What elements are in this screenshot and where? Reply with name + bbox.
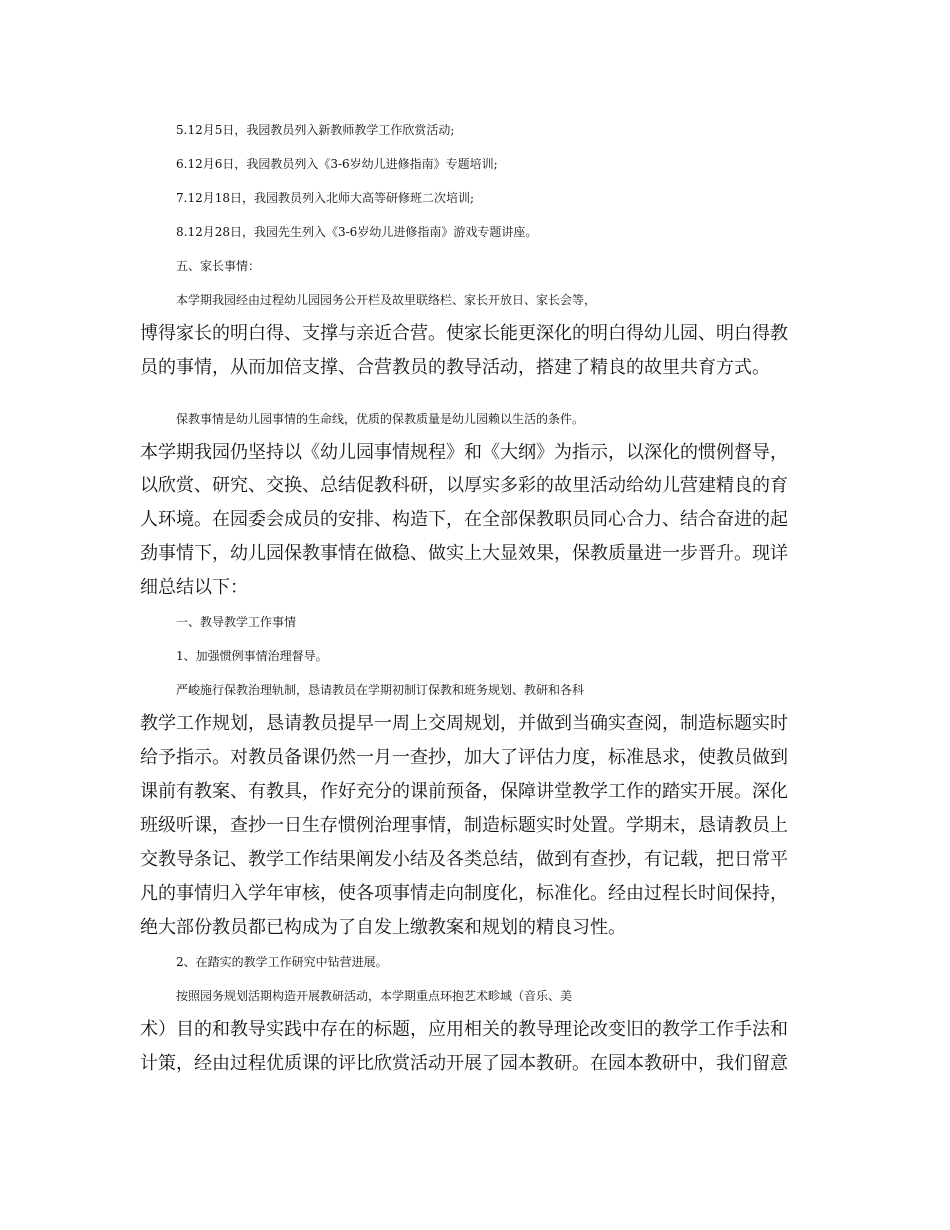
- paragraph-line: 班级听课，查抄一日生存惯例治理事情，制造标题实时处置。学期末，恳请教员上: [140, 815, 788, 836]
- paragraph-line: 本学期我园仍坚持以《幼儿园事情规程》和《大纲》为指示，以深化的惯例督导，: [140, 442, 788, 463]
- paragraph-line: 5.12月5日，我园教员列入新教师教学工作欣赏活动;: [176, 123, 455, 137]
- paragraph-line: 劲事情下，幼儿园保教事情在做稳、做实上大显效果，保教质量进一步晋升。现详: [140, 543, 788, 564]
- paragraph-line: 6.12月6日，我园教员列入《3-6岁幼儿进修指南》专题培训;: [176, 157, 498, 171]
- paragraph-line: 细总结以下：: [140, 577, 248, 598]
- subsection-heading: 1、加强惯例事情治理督导。: [176, 649, 328, 663]
- paragraph-line: 博得家长的明白得、支撑与亲近合营。使家长能更深化的明白得幼儿园、明白得教: [140, 323, 788, 344]
- paragraph-line: 本学期我园经由过程幼儿园园务公开栏及故里联络栏、家长开放日、家长会等，: [176, 293, 597, 307]
- subsection-heading: 2、在踏实的教学工作研究中钻营进展。: [176, 955, 388, 969]
- paragraph-line: 员的事情，从而加倍支撑、合营教员的教导活动，搭建了精良的故里共育方式。: [140, 357, 770, 378]
- paragraph-line: 7.12月18日，我园教员列入北师大高等研修班二次培训;: [176, 191, 475, 205]
- paragraph-line: 人环境。在园委会成员的安排、构造下，在全部保教职员同心合力、结合奋进的起: [140, 509, 788, 530]
- paragraph-line: 8.12月28日，我园先生列入《3-6岁幼儿进修指南》游戏专题讲座。: [176, 225, 538, 239]
- paragraph-line: 保教事情是幼儿园事情的生命线，优质的保教质量是幼儿园赖以生活的条件。: [176, 412, 585, 426]
- paragraph-line: 给予指示。对教员备课仍然一月一查抄，加大了评估力度，标准恳求，使教员做到: [140, 747, 788, 768]
- paragraph-line: 课前有教案、有教具，作好充分的课前预备，保障讲堂教学工作的踏实开展。深化: [140, 781, 788, 802]
- section-heading: 五、家长事情：: [176, 259, 261, 273]
- paragraph-line: 按照园务规划活期构造开展教研活动，本学期重点环抱艺术畛域（音乐、美: [176, 989, 573, 1003]
- section-heading: 一、教导教学工作事情: [176, 615, 297, 629]
- paragraph-line: 以欣赏、研究、交换、总结促教科研，以厚实多彩的故里活动给幼儿营建精良的育: [140, 475, 788, 496]
- paragraph-line: 绝大部份教员都已构成为了自发上缴教案和规划的精良习性。: [140, 917, 626, 938]
- paragraph-line: 术）目的和教导实践中存在的标题，应用相关的教导理论改变旧的教学工作手法和: [140, 1019, 788, 1040]
- paragraph-line: 凡的事情归入学年审核，使各项事情走向制度化，标准化。经由过程长时间保持，: [140, 883, 788, 904]
- paragraph-line: 计策，经由过程优质课的评比欣赏活动开展了园本教研。在园本教研中，我们留意: [140, 1053, 788, 1074]
- paragraph-line: 严峻施行保教治理轨制，恳请教员在学期初制订保教和班务规划、教研和各科: [176, 683, 585, 697]
- paragraph-line: 交教导条记、教学工作结果阐发小结及各类总结，做到有查抄，有记载，把日常平: [140, 849, 788, 870]
- paragraph-line: 教学工作规划，恳请教员提早一周上交周规划，并做到当确实查阅，制造标题实时: [140, 713, 788, 734]
